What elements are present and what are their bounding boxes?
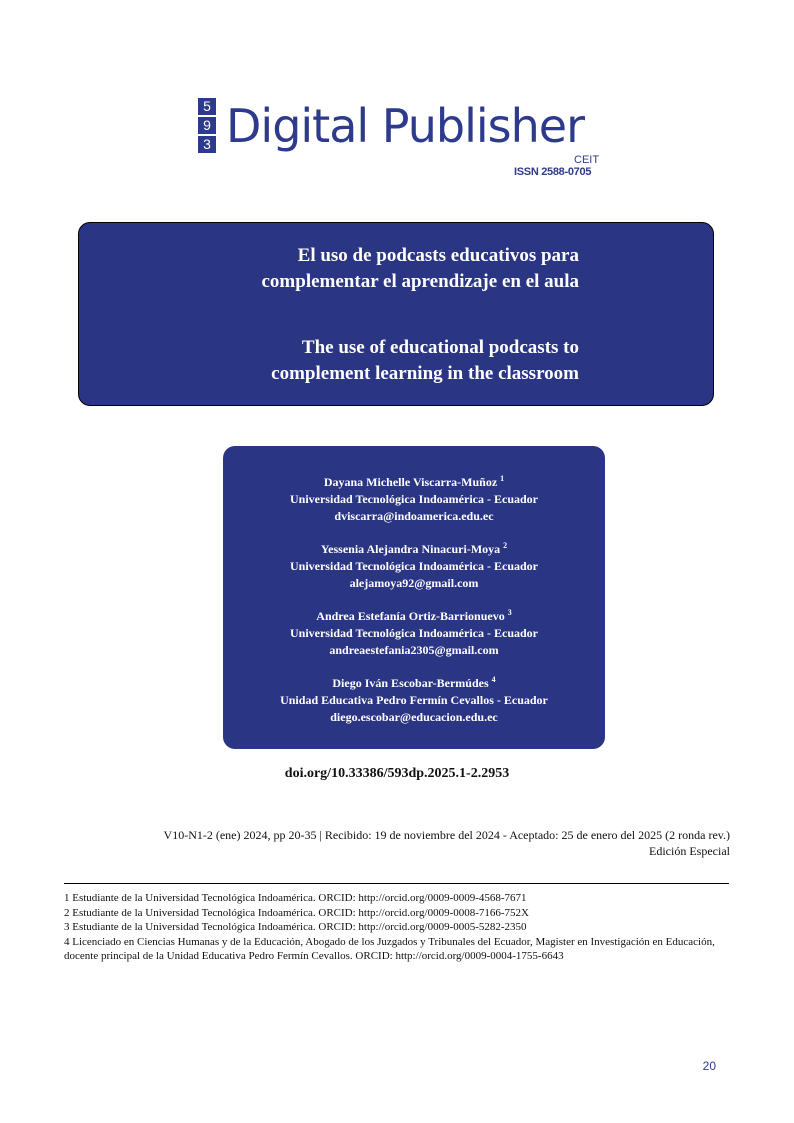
doi-link[interactable]: doi.org/10.33386/593dp.2025.1-2.2953 (284, 766, 510, 781)
title-english (159, 335, 579, 387)
author-affiliation: Unidad Educativa Pedro Fermín Cevallos - Ecuador (280, 693, 548, 707)
footnote: 3 Estudiante de la Universidad Tecnológica Indoamérica. ORCID: http://orcid.org/0009-0005-5282-2350 (64, 921, 527, 933)
footnote: 2 Estudiante de la Universidad Tecnológica Indoamérica. ORCID: http://orcid.org/0009-0008-7166-752X (64, 906, 529, 919)
volume-line: V10-N1-2 (ene) 2024, pp 20-35 | Recibido: 19 de noviembre del 2024 - Aceptado: 25 de enero del 2025 (2 ronda rev.) (163, 828, 730, 842)
logo-issn: ISSN 2588-0705 (514, 166, 592, 178)
page-number: 20 (702, 1059, 716, 1073)
author-block (223, 608, 605, 659)
article-title-box (78, 222, 714, 406)
logo-digit: 9 (198, 117, 216, 134)
logo-ceit: CEIT (574, 154, 600, 166)
author-footnote-ref: 4 (491, 675, 496, 684)
author-email: alejamoya92@gmail.com (349, 576, 479, 590)
footnote: 4 Licenciado en Ciencias Humanas y de la Educación, Abogado de los Juzgados y Tribunales del Ecuador, Magister en Investigación en Educación, docente principal de la Unidad Educativa Pedro Fermín Cevallos. ORCID: http://orcid.org/0009-0004-1755-6643 (64, 935, 715, 962)
footnotes (64, 891, 732, 964)
title-spanish-line: El uso de podcasts educativos para (297, 245, 579, 266)
author-affiliation: Universidad Tecnológica Indoamérica - Ecuador (289, 559, 538, 573)
author-block (223, 474, 605, 525)
logo-digit: 5 (198, 98, 216, 115)
logo-digit: 3 (198, 136, 216, 153)
author-name: Andrea Estefanía Ortiz-Barrionuevo $^3$ (316, 608, 512, 623)
title-english-line: The use of educational podcasts to (301, 337, 579, 358)
author-affiliation: Universidad Tecnológica Indoamérica - Ecuador (289, 626, 538, 640)
author-name: Dayana Michelle Viscarra-Muñoz $^1$ (323, 474, 505, 489)
author-affiliation: Universidad Tecnológica Indoamérica - Ecuador (289, 492, 538, 506)
title-english-line: complement learning in the classroom (271, 363, 579, 384)
author-block (223, 541, 605, 592)
author-email: andreaestefania2305@gmail.com (329, 643, 499, 657)
author-email: diego.escobar@educacion.edu.ec (330, 710, 498, 724)
title-spanish (159, 243, 579, 295)
author-email: dviscarra@indoamerica.edu.ec (334, 509, 494, 523)
footnote-divider (64, 883, 729, 884)
author-footnote-ref: 2 (503, 541, 508, 550)
footnote: 1 Estudiante de la Universidad Tecnológica Indoamérica. ORCID: http://orcid.org/0009-0009-4568-7671 (64, 892, 527, 904)
logo-number-boxes (198, 98, 216, 155)
authors-box (223, 446, 605, 749)
author-footnote-ref: 1 (500, 474, 505, 483)
author-footnote-ref: 3 (507, 608, 512, 617)
author-name: Yessenia Alejandra Ninacuri-Moya $^2$ (320, 541, 508, 556)
publication-info (30, 827, 730, 859)
journal-logo (198, 98, 618, 184)
author-block (223, 675, 605, 726)
edition-label: Edición Especial (649, 844, 730, 858)
author-name: Diego Iván Escobar-Bermúdes $^4$ (332, 675, 496, 690)
logo-title: Digital Publisher (226, 99, 584, 153)
title-spanish-line: complementar el aprendizaje en el aula (261, 271, 579, 292)
